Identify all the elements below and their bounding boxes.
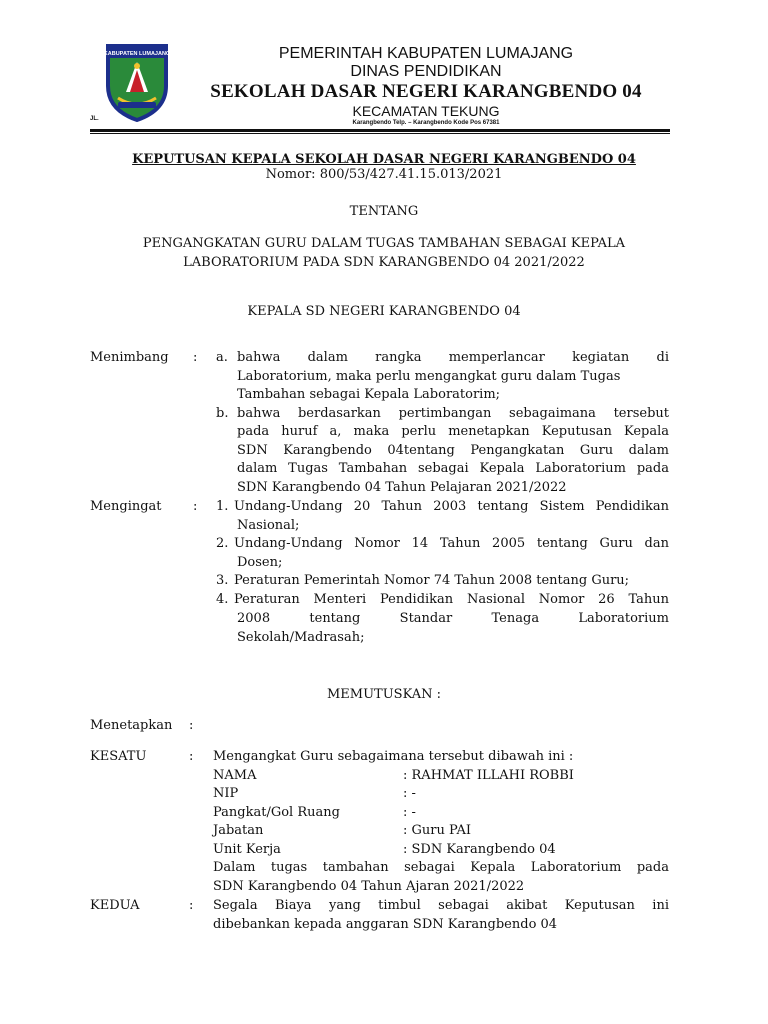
field-nama-label: NAMA bbox=[213, 767, 257, 783]
mengingat-item-2-line-2: Dosen; bbox=[237, 554, 283, 570]
letterhead-government: PEMERINTAH KABUPATEN LUMAJANG bbox=[278, 45, 574, 62]
menetapkan-label: Menetapkan bbox=[90, 718, 173, 733]
kesatu-closing-line-1: Dalam tugas tambahan sebagai Kepala Laboratorium pada bbox=[213, 860, 669, 875]
field-unit-kerja-label: Unit Kerja bbox=[213, 841, 281, 857]
mengingat-item-4-number: 4. bbox=[216, 592, 229, 607]
letterhead-rule-thick bbox=[90, 129, 670, 132]
address-prefix: JL. bbox=[90, 116, 99, 122]
letterhead-district: KECAMATAN TEKUNG bbox=[352, 103, 500, 119]
decree-about-label: TENTANG bbox=[349, 204, 419, 219]
mengingat-label: Mengingat bbox=[90, 499, 162, 514]
menimbang-b-line-2: pada huruf a, maka perlu menetapkan Keputusan Kepala bbox=[237, 424, 669, 439]
decree-subject-line-2: LABORATORIUM PADA SDN KARANGBENDO 04 2021/2022 bbox=[183, 255, 585, 270]
kedua-label: KEDUA bbox=[90, 898, 140, 913]
menimbang-colon: : bbox=[193, 350, 198, 365]
field-pangkat-label: Pangkat/Gol Ruang bbox=[213, 804, 340, 820]
letterhead bbox=[180, 44, 672, 127]
memutuskan-heading: MEMUTUSKAN : bbox=[326, 687, 442, 702]
mengingat-item-3-line-1: Peraturan Pemerintah Nomor 74 Tahun 2008 tentang Guru; bbox=[234, 573, 630, 588]
menimbang-b-line-5: SDN Karangbendo 04 Tahun Pelajaran 2021/2022 bbox=[237, 479, 567, 495]
decree-heading: KEPUTUSAN KEPALA SEKOLAH DASAR NEGERI KARANGBENDO 04 bbox=[132, 152, 636, 167]
field-jabatan-value: : Guru PAI bbox=[403, 823, 472, 838]
kesatu-colon: : bbox=[189, 749, 194, 764]
kedua-colon: : bbox=[189, 898, 194, 913]
menimbang-a-line-3: Tambahan sebagai Kepala Laboratorim; bbox=[237, 387, 501, 402]
field-unit-kerja-value: : SDN Karangbendo 04 bbox=[403, 841, 556, 857]
kesatu-label: KESATU bbox=[90, 749, 147, 764]
kesatu-closing-line-2: SDN Karangbendo 04 Tahun Ajaran 2021/2022 bbox=[213, 878, 525, 894]
menimbang-label: Menimbang bbox=[90, 350, 169, 365]
mengingat-item-1-number: 1. bbox=[216, 499, 229, 514]
field-nip-value: : - bbox=[403, 786, 416, 801]
menimbang-b-line-1: bahwa berdasarkan pertimbangan sebagaimana tersebut bbox=[237, 405, 669, 421]
kedua-line-2: dibebankan kepada anggaran SDN Karangbendo 04 bbox=[213, 916, 558, 932]
field-nama-value: : RAHMAT ILLAHI ROBBI bbox=[403, 767, 574, 783]
mengingat-item-1-line-2: Nasional; bbox=[237, 517, 300, 533]
mengingat-item-2-line-1: Undang-Undang Nomor 14 Tahun 2005 tentang Guru dan bbox=[234, 536, 669, 551]
decree-number: Nomor: 800/53/427.41.15.013/2021 bbox=[265, 167, 503, 182]
mengingat-item-4-line-3: Sekolah/Madrasah; bbox=[237, 630, 365, 645]
menimbang-b-marker: b. bbox=[216, 405, 229, 421]
menimbang-b-line-3: SDN Karangbendo 04tentang Pengangkatan Guru dalam bbox=[237, 442, 669, 458]
mengingat-item-1-line-1: Undang-Undang 20 Tahun 2003 tentang Sistem Pendidikan bbox=[234, 499, 669, 514]
mengingat-item-2-number: 2. bbox=[216, 536, 229, 551]
letterhead-rule-thin bbox=[90, 133, 670, 134]
field-pangkat-value: : - bbox=[403, 804, 416, 820]
kedua-line-1: Segala Biaya yang timbul sebagai akibat Keputusan ini bbox=[213, 898, 669, 913]
mengingat-item-3-number: 3. bbox=[216, 573, 229, 588]
mengingat-item-4-line-2: 2008 tentang Standar Tenaga Laboratorium bbox=[237, 611, 669, 626]
menimbang-a-line-1: bahwa dalam rangka memperlancar kegiatan di bbox=[237, 350, 669, 365]
field-nip-label: NIP bbox=[213, 786, 239, 801]
decree-subject-line-1: PENGANGKATAN GURU DALAM TUGAS TAMBAHAN SEBAGAI KEPALA bbox=[142, 236, 626, 251]
kabupaten-lumajang-logo bbox=[104, 40, 170, 122]
mengingat-colon: : bbox=[193, 499, 198, 514]
letterhead-agency: DINAS PENDIDIKAN bbox=[350, 63, 502, 80]
kesatu-intro: Mengangkat Guru sebagaimana tersebut dibawah ini : bbox=[213, 749, 574, 764]
issuer-title: KEPALA SD NEGERI KARANGBENDO 04 bbox=[247, 304, 521, 319]
field-jabatan-label: Jabatan bbox=[213, 823, 264, 838]
letterhead-school: SEKOLAH DASAR NEGERI KARANGBENDO 04 bbox=[210, 81, 642, 102]
letterhead-address: Karangbendo Telp. – Karangbendo Kode Pos 67381 bbox=[352, 120, 500, 126]
menetapkan-colon: : bbox=[189, 718, 194, 733]
menimbang-a-line-2: Laboratorium, maka perlu mengangkat guru dalam Tugas bbox=[237, 368, 621, 384]
menimbang-a-marker: a. bbox=[216, 350, 228, 365]
menimbang-b-line-4: dalam Tugas Tambahan sebagai Kepala Laboratorium pada bbox=[237, 461, 669, 476]
mengingat-item-4-line-1: Peraturan Menteri Pendidikan Nasional Nomor 26 Tahun bbox=[234, 592, 669, 607]
svg-text:KABUPATEN LUMAJANG: KABUPATEN LUMAJANG bbox=[104, 51, 170, 57]
